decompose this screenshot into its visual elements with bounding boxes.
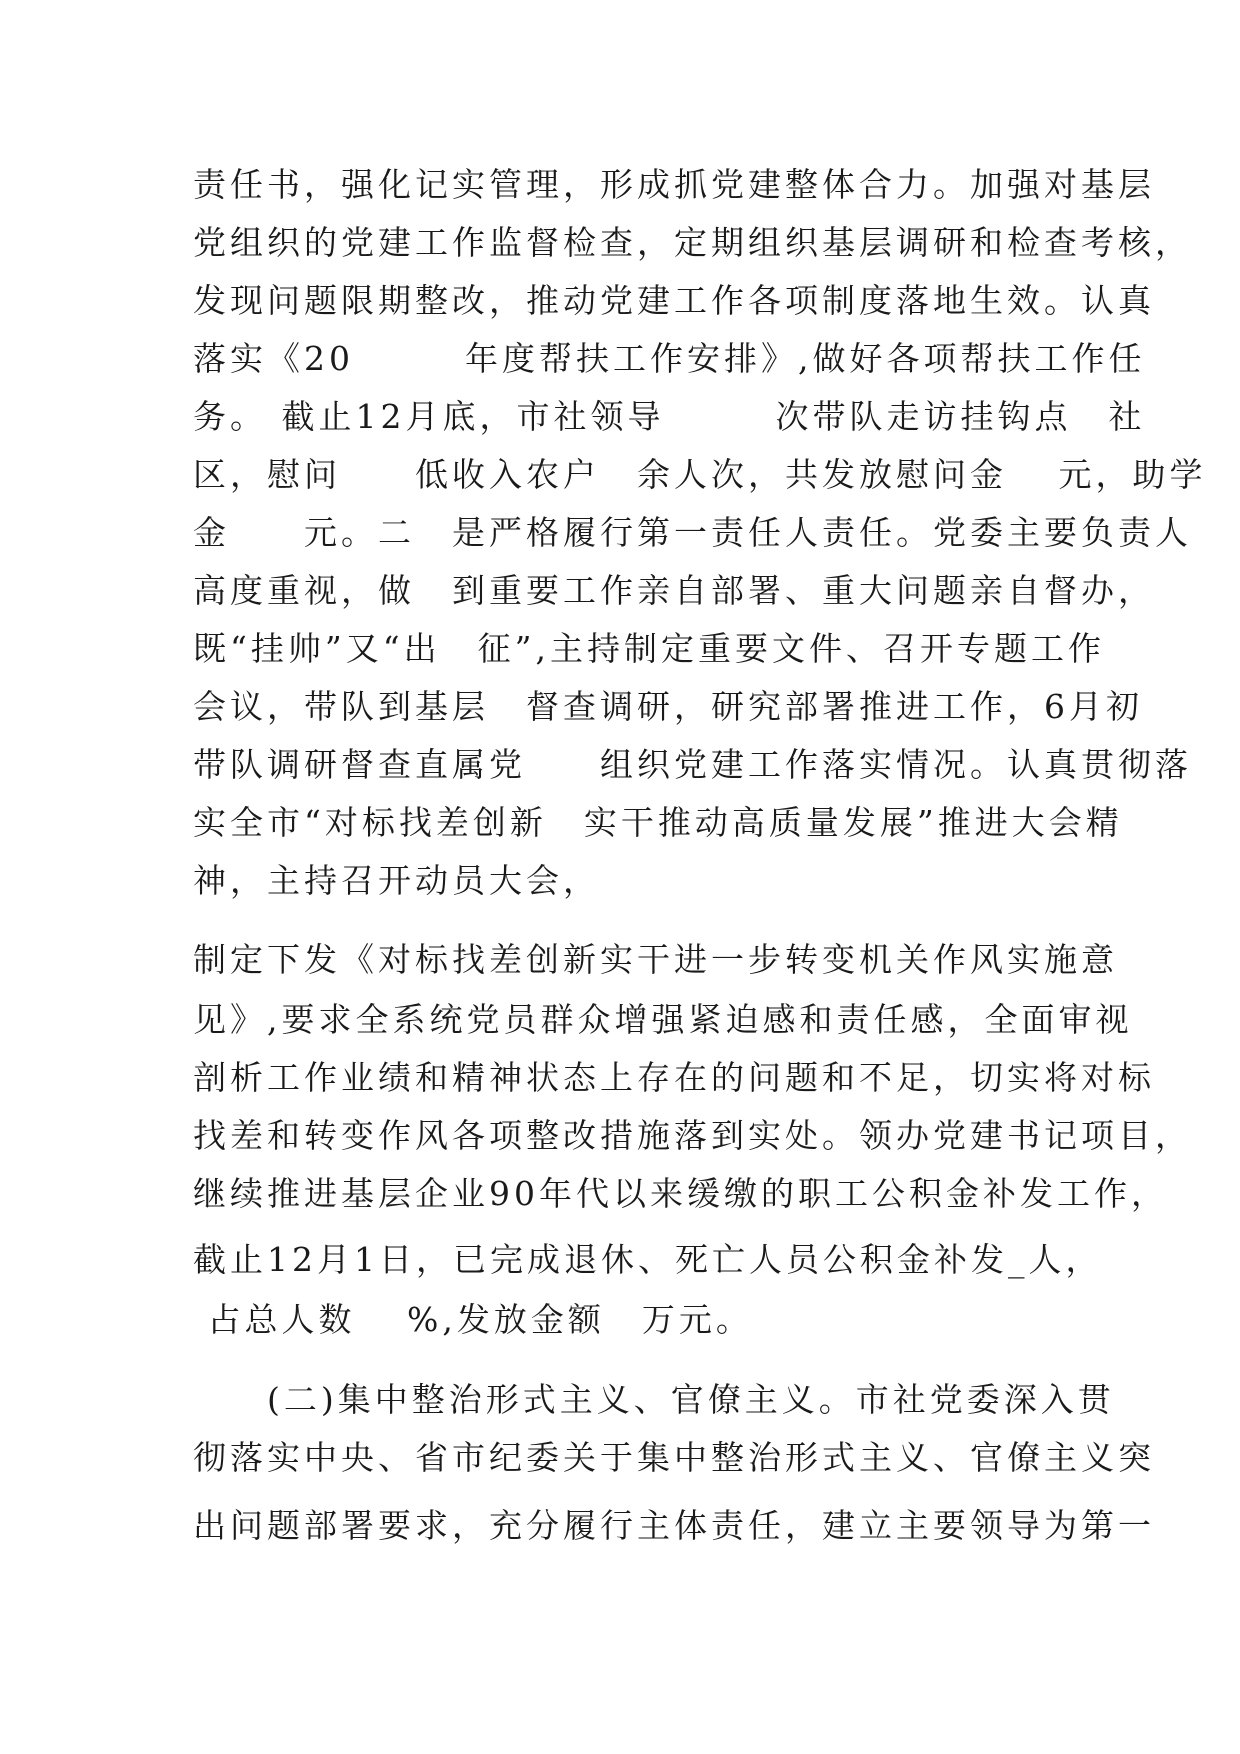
body-text-line: 实全市“对标找差创新 实干推动高质量发展”推进大会精 (193, 803, 1123, 842)
body-text-line: 带队调研督查直属党 组织党建工作落实情况。认真贯彻落 (193, 745, 1192, 784)
body-text-line: 找差和转变作风各项整改措施落到实处。领办党建书记项目， (193, 1116, 1192, 1155)
body-text-line: 高度重视，做 到重要工作亲自部署、重大问题亲自督办， (193, 571, 1155, 610)
body-text-line: 制定下发《对标找差创新实干进一步转变机关作风实施意 (193, 940, 1118, 979)
body-text-line: 出问题部署要求，充分履行主体责任，建立主要领导为第一 (193, 1506, 1155, 1545)
body-text-line: 区，慰问 低收入农户 余人次，共发放慰问金 元，助学 (193, 455, 1207, 494)
body-text-line: 占总人数 %,发放金额 万元。 (193, 1300, 753, 1339)
body-text-line: 继续推进基层企业90年代以来缓缴的职工公积金补发工作， (193, 1174, 1168, 1213)
body-text-line: 责任书，强化记实管理，形成抓党建整体合力。加强对基层 (193, 165, 1155, 204)
body-text-line: 党组织的党建工作监督检查，定期组织基层调研和检查考核， (193, 223, 1192, 262)
body-text-line: 截止12月1日，已完成退休、死亡人员公积金补发_人， (193, 1240, 1103, 1279)
body-text-line: 剖析工作业绩和精神状态上存在的问题和不足，切实将对标 (193, 1058, 1155, 1097)
body-text-line: 会议，带队到基层 督查调研，研究部署推进工作，6月初 (193, 687, 1143, 726)
body-text-line: 务。 截止12月底，市社领导 次带队走访挂钩点 社 (193, 397, 1146, 436)
body-text-line: 发现问题限期整改，推动党建工作各项制度落地生效。认真 (193, 281, 1155, 320)
body-text-line: 既“挂帅”又“出 征”,主持制定重要文件、召开专题工作 (193, 629, 1105, 668)
body-text-line: 落实《20 年度帮扶工作安排》,做好各项帮扶工作任 (193, 339, 1146, 378)
body-text-line: 彻落实中央、省市纪委关于集中整治形式主义、官僚主义突 (193, 1438, 1155, 1477)
body-text-line: 神，主持召开动员大会， (193, 861, 600, 900)
body-text-line: 见》,要求全系统党员群众增强紧迫感和责任感，全面审视 (193, 1000, 1133, 1039)
body-text-line: 金 元。二 是严格履行第一责任人责任。党委主要负责人 (193, 513, 1192, 552)
body-text-line: (二)集中整治形式主义、官僚主义。市社党委深入贯 (193, 1380, 1115, 1419)
